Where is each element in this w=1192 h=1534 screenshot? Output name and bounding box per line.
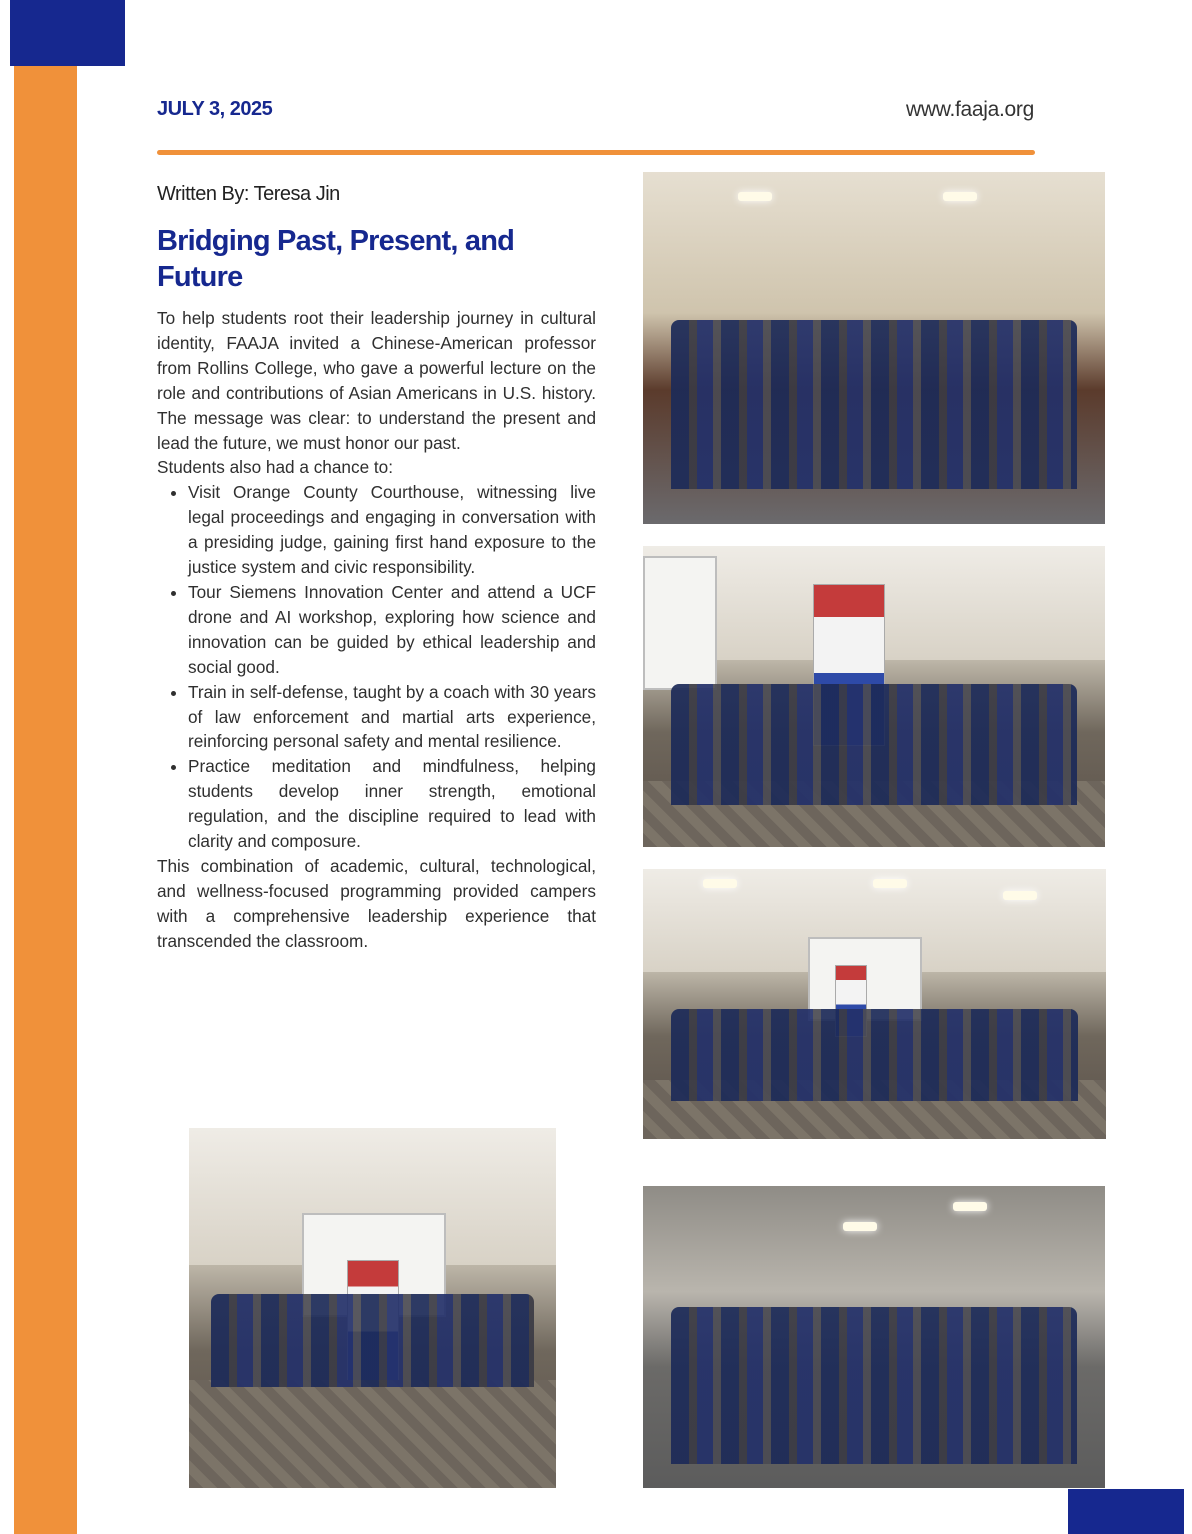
list-item: • Visit Orange County Courthouse, witnessing live legal proceedings and engaging in conversation with a presiding judge, gaining first hand exposure to the justice system and civic responsibility. bbox=[188, 480, 596, 580]
article-body bbox=[157, 306, 596, 954]
people-group bbox=[671, 1009, 1078, 1101]
list-item: • Train in self-defense, taught by a coach with 30 years of law enforcement and martial arts experience, reinforcing personal safety and mental resilience. bbox=[188, 680, 596, 755]
ceiling-light bbox=[1003, 891, 1037, 900]
website-link[interactable]: www.faaja.org bbox=[906, 98, 1034, 121]
ceiling-light bbox=[738, 192, 772, 201]
self-defense-training-photo bbox=[643, 869, 1106, 1139]
list-intro: Students also had a chance to: bbox=[157, 457, 394, 478]
ceiling-light bbox=[943, 192, 977, 201]
courthouse-group-photo bbox=[643, 172, 1105, 524]
projector-screen bbox=[643, 556, 717, 690]
people-group bbox=[211, 1294, 534, 1388]
ceiling-light bbox=[843, 1222, 877, 1231]
corner-accent-bottom bbox=[1068, 1489, 1184, 1534]
carpet bbox=[189, 1380, 556, 1488]
side-accent-bar bbox=[14, 66, 77, 1534]
people-group bbox=[671, 684, 1078, 804]
header-divider bbox=[157, 150, 1035, 155]
intro-paragraph: To help students root their leadership journey in cultural identity, FAAJA invited a Chinese-American professor from Rollins College, who gave a powerful lecture on the role and contributions of Asian Americans in U.S. history. The message was clear: to understand the present and lead the future, we must honor our past. bbox=[157, 308, 596, 453]
ceiling-light bbox=[703, 879, 737, 888]
innovation-center-photo bbox=[643, 1186, 1105, 1488]
activity-list bbox=[157, 480, 596, 854]
byline: Written By: Teresa Jin bbox=[157, 183, 340, 205]
banner-group-photo bbox=[643, 546, 1105, 847]
banner-lineup-photo bbox=[189, 1128, 556, 1488]
issue-date: JULY 3, 2025 bbox=[157, 98, 273, 120]
article-headline: Bridging Past, Present, and Future bbox=[157, 225, 515, 293]
closing-paragraph: This combination of academic, cultural, technological, and wellness-focused programming provided campers with a comprehensive leadership experience that transcended the classroom. bbox=[157, 855, 596, 951]
people-group bbox=[671, 1307, 1078, 1464]
people-group bbox=[671, 320, 1078, 489]
ceiling-light bbox=[873, 879, 907, 888]
ceiling-light bbox=[953, 1202, 987, 1211]
list-item: • Tour Siemens Innovation Center and attend a UCF drone and AI workshop, exploring how science and innovation can be guided by ethical leadership and social good. bbox=[188, 580, 596, 680]
list-item: • Practice meditation and mindfulness, helping students develop inner strength, emotional regulation, and the discipline required to lead with clarity and composure. bbox=[188, 754, 596, 854]
corner-accent-top bbox=[10, 0, 125, 66]
